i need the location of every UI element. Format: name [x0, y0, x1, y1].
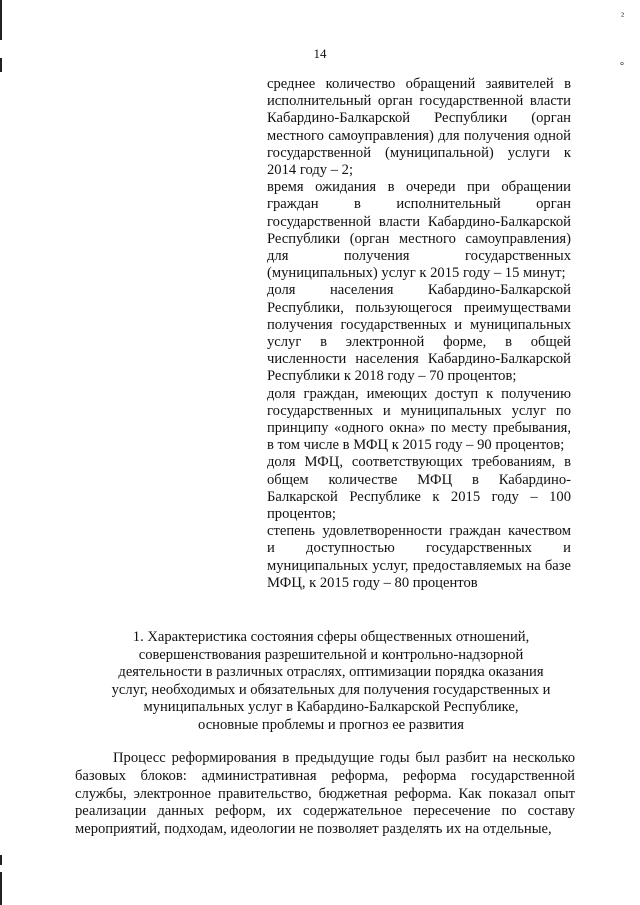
heading-line: совершенствования разрешительной и контрольно-надзорной — [138, 646, 524, 663]
scan-edge-top-line — [0, 0, 2, 40]
indicator-item: доля МФЦ, соответствующих требованиям, в общем количестве МФЦ в Кабардино-Балкарской Республике к 2015 году – 100 процентов; — [267, 454, 571, 523]
indicator-item: доля населения Кабардино-Балкарской Республики, пользующегося преимуществами получения государственных и муниципальных услуг в электронной форме, в общей численности населения Кабардино-Балкарской Республики к 2018 году – 70 процентов; — [267, 282, 571, 385]
heading-line: деятельности в различных отраслях, оптимизации порядка оказания — [118, 664, 544, 680]
indicator-item: доля граждан, имеющих доступ к получению государственных и муниципальных услуг по принципу «одного окна» по месту пребывания, в том числе в МФЦ к 2015 году – 90 процентов; — [267, 385, 571, 454]
body-paragraph: Процесс реформирования в предыдущие годы был разбит на несколько базовых блоков: административная реформа, реформа государственной службы, электронное правительство, бюджетная реформа. Как показал опыт реализации данных реформ, их содержательное пересечение по составу мероприятий, подходам, идеологии не позволяет разделять их на отдельные, — [75, 750, 575, 838]
heading-line: основные проблемы и прогноз ее развития — [198, 716, 464, 733]
heading-line: 1. Характеристика состояния сферы общественных отношений, — [132, 629, 530, 645]
indicator-item: среднее количество обращений заявителей в исполнительный орган государственной власти Кабардино-Балкарской Республики (орган местного самоуправления) для получения одной государственной (муниципальной) услуги к 2014 году – 2; — [267, 76, 571, 179]
indicator-item: степень удовлетворенности граждан качеством и доступностью государственных и муниципальных услуг, предоставляемых на базе МФЦ, к 2015 году – 80 процентов — [267, 523, 571, 591]
page-number: 14 — [313, 46, 327, 61]
indicator-item: время ожидания в очереди при обращении граждан в исполнительный орган государственной власти Кабардино-Балкарской Республики (орган местного самоуправления) для получения государственных (муниципальных) услуг к 2015 году – 15 минут; — [267, 179, 571, 282]
corner-mark-lower: ° — [620, 61, 624, 72]
section-heading — [70, 629, 592, 734]
heading-line: муниципальных услуг в Кабардино-Балкарской Республике, — [143, 699, 519, 715]
corner-mark-top: ² — [621, 11, 624, 22]
target-indicators-list — [267, 76, 571, 592]
heading-line: услуг, необходимых и обязательных для получения государственных и — [111, 681, 551, 698]
scan-edge-bottom-line — [0, 872, 2, 905]
scan-edge-lower-mark — [0, 855, 2, 865]
